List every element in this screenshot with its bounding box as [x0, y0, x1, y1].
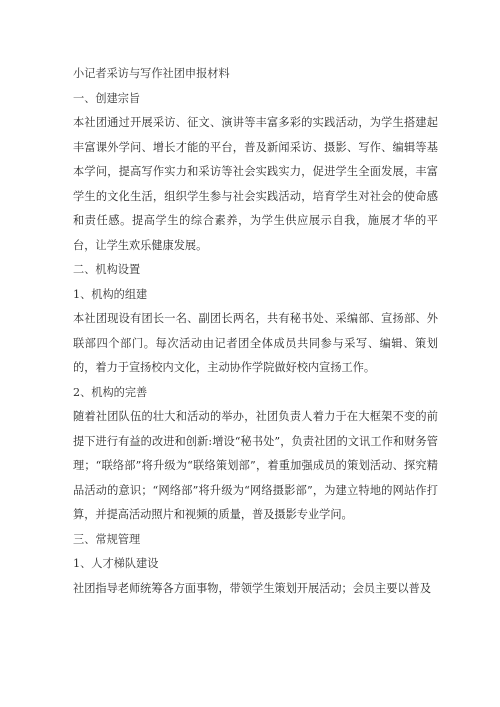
organization-setup-paragraph: 本社团现设有团长一名、副团长两名，共有秘书处、采编部、宣扬部、外联部四个部门。每次活动由记者团全体成员共同参与采写、编辑、策划的，着力于宣扬校内文化，主动协作学院做好校内宣扬工作。	[73, 312, 438, 374]
talent-building-paragraph: 社团指导老师统筹各方面事物，带领学生策划开展活动；会员主要以普及	[73, 581, 432, 595]
document-body	[73, 62, 438, 601]
section-heading-purpose: 一、创建宗旨	[73, 91, 141, 105]
subheading-organization-improvement: 2、机构的完善	[73, 385, 148, 399]
section-heading-structure: 二、机构设置	[73, 263, 141, 276]
organization-improvement-paragraph: 随着社团队伍的壮大和活动的举办，社团负责人着力于在大框架不变的前提下进行有益的改进和创新:增设“秘书处”，负责社团的文讯工作和财务管理；“联络部”将升级为“联络策划部”，着重加强成员的策划活动、探究精品活动的意识；“网络部”将升级为“网络摄影部”，为建立特地的网站作打算，并提高活动照片和视频的质量，普及摄影专业学问。	[73, 410, 438, 521]
document-title: 小记者采访与写作社团申报材料	[73, 67, 230, 80]
section-heading-management: 三、常规管理	[73, 532, 141, 546]
purpose-paragraph: 本社团通过开展采访、征文、演讲等丰富多彩的实践活动，为学生搭建起丰富课外学问、增长才能的平台，普及新闻采访、摄影、写作、编辑等基本学问，提高写作实力和采访等社会实践实力，促进学生全面发展，丰富学生的文化生活，组织学生参与社会实践活动，培育学生对社会的使命感和责任感。提高学生的综合素养，为学生供应展示自我，施展才华的平台，让学生欢乐健康发展。	[73, 116, 438, 252]
subheading-organization-setup: 1、机构的组建	[73, 287, 148, 301]
subheading-talent-building: 1、人才梯队建设	[73, 557, 159, 570]
